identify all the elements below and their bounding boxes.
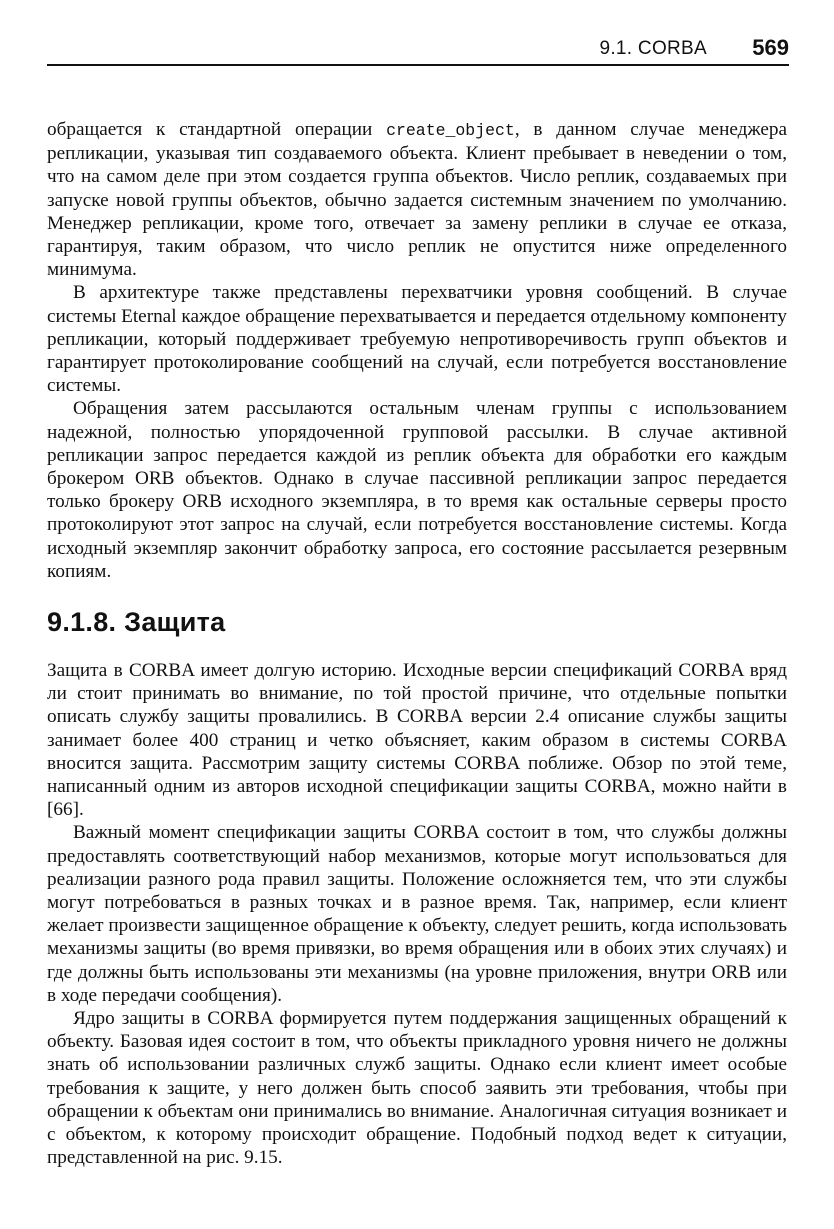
paragraph-multicast: Обращения затем рассылаются остальным членам группы с использованием надежной, полностью упорядоченной групповой рассылки. В случае активной репликации запрос передается каждой из реплик объекта для обработки его каждым брокером ORB объектов. Однако в случае пассивной репликации запрос передается только брокеру ORB исходного экземпляра, в то время как остальные серверы просто протоколируют этот запрос на случай, если потребуется восстановление системы. Когда исходный экземпляр закончит обработку запроса, его состояние рассылается резервным копиям. bbox=[47, 398, 787, 582]
page-number: 569 bbox=[752, 35, 789, 60]
section-heading: 9.1.8. Защита bbox=[47, 607, 226, 637]
paragraph-security-core: Ядро защиты в CORBA формируется путем поддержания защищенных обращений к объекту. Базовая идея состоит в том, что объекты прикладного уровня ничего не должны знать об использовании различных служб защиты. Однако если клиент имеет особые требования к защите, у него должен быть способ заявить эти требования, чтобы при обращении к объектам они принимались во внимание. Аналогичная ситуация возникает и с объектом, к которому происходит обращение. Подобный подход ведет к ситуации, представленной на рис. 9.15. bbox=[47, 1008, 787, 1169]
paragraph-text: , в данном случае менеджера репликации, указывая тип создаваемого объекта. Клиент пребывает в неведении о том, что на самом деле при этом создается группа объектов. Число реплик, создаваемых при запуске новой группы объектов, обычно задается системным значением по умолчанию. Менеджер репликации, кроме того, отвечает за замену реплики в случае ее отказа, гарантируя, таким образом, что число реплик не опустится ниже определенного минимума. bbox=[47, 119, 788, 281]
paragraph-security-history: Защита в CORBA имеет долгую историю. Исходные версии спецификаций CORBA вряд ли стоит принимать во внимание, по той простой причине, что отдельные попытки описать службу защиты провалились. В CORBA версии 2.4 описание службы защиты занимает более 400 страниц и четко объясняет, каким образом в системы CORBA вносится защита. Рассмотрим защиту системы CORBA поближе. Обзор по этой теме, написанный одним из авторов исходной спецификации защиты CORBA, можно найти в [66]. bbox=[47, 660, 787, 821]
inline-code: create_object bbox=[386, 121, 515, 140]
paragraph-text: обращается к стандартной операции bbox=[47, 119, 387, 140]
paragraph-replication-manager bbox=[47, 118, 787, 281]
paragraph-interceptors: В архитектуре также представлены перехватчики уровня сообщений. В случае системы Eternal каждое обращение перехватывается и передается отдельному компоненту репликации, который поддерживает требуемую непротиворечивость групп объектов и гарантирует протоколирование сообщений на случай, если потребуется восстановление системы. bbox=[47, 282, 787, 397]
header-section-ref: 9.1. CORBA bbox=[599, 38, 707, 59]
running-header bbox=[47, 30, 789, 66]
security-section-text bbox=[47, 659, 787, 1169]
continued-text-block bbox=[47, 118, 787, 583]
paragraph-security-mechanisms: Важный момент спецификации защиты CORBA состоит в том, что службы должны предоставлять соответствующий набор механизмов, которые могут использоваться для реализации разного рода правил защиты. Положение осложняется тем, что эти службы могут потребоваться в разных точках и в разное время. Так, например, если клиент желает произвести защищенное обращение к объекту, следует решить, когда использовать механизмы защиты (во время привязки, во время обращения или в обоих этих случаях) и где должны быть использованы эти механизмы (на уровне приложения, внутри ORB или в ходе передачи сообщения). bbox=[47, 822, 787, 1006]
